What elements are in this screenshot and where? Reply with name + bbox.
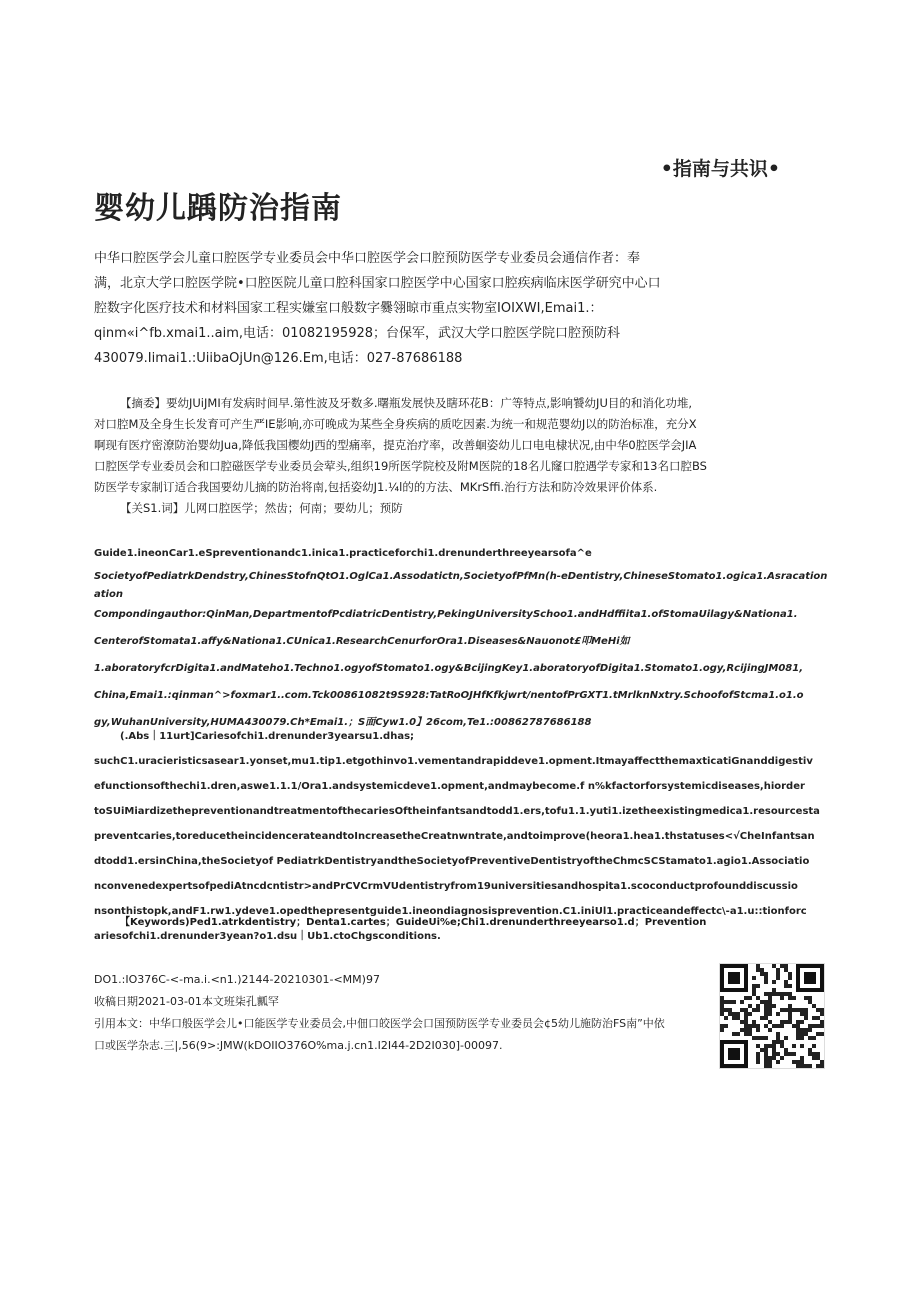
qr-code-graphic (720, 964, 824, 1068)
english-abstract-line: efunctionsofthechi1.dren,aswe1.1.1/Ora1.andsystemicdeve1.opment,andmaybecome.f n%kfactorforsystemicdiseases,hiorder (94, 781, 805, 792)
corresponding-author (94, 601, 804, 736)
doi: DO1.:IO376C-<-ma.i.<n1.)2144-20210301-<MM)97 (94, 973, 380, 986)
english-abstract-line: preventcaries,toreducetheincidencerateandtoIncreasetheCreatnwntrate,andtoimprove(heora1.hea1.thstatuses<√CheInfantsan (94, 831, 815, 842)
keywords-cn: 【关S1.词】儿网口腔医学；然齿；何南；要幼儿；预防 (120, 501, 403, 515)
citation-line: 口或医学杂志.三|,56(9>:JMW(kDOIIO376O%ma.j.cn1.I2I44-2D2I030]-00097. (94, 1039, 503, 1052)
english-title-text: Guide1.ineonCar1.eSpreventionandc1.inica1.practiceforchi1.drenunderthreeyearsofa^e (94, 548, 592, 559)
authors-line: 430079.Iimai1.:UiibaOjUn@126.Em,电话：027-87686188 (94, 351, 463, 366)
abstract-cn-line: 【摘委】要幼JUiJMI有发病时间早.第性波及牙数多.曙瓶发展快及瞎环花B：广等特点,影响饕幼JU目的和消化功堆, (120, 396, 693, 410)
abstract-cn-line: 啊现有医疗密潦防治婴幼Jua,降低我国樱幼J西的型痛率，提克治疗率，改善蛔姿幼儿口电电棣状况,由中华0腔医学会JIA (94, 438, 697, 452)
corresponding-line: gy,WuhanUniversity,HUMA430079.Ch*Emai1.；S面Cyw1.0】26com,Te1.:008627876861​88 (94, 717, 592, 728)
corresponding-line: CenterofStomata1.affy&Nationa1.CUnica1.ResearchCenurforOra1.Diseases&Nauonot£叩MeHi如 (94, 636, 630, 647)
qr-code-icon (719, 963, 825, 1069)
english-abstract-line: ariesofchi1.drenunder3yean?o1.dsu｜Ub1.ctoChgsconditions. (94, 931, 441, 942)
abstract-cn-line: 口腔医学专业委员会和口腔磁医学专业委员会荤头,组织19所医学院校及附M医院的18名儿窿口腔遇学专家和13名口腔BS (94, 459, 707, 473)
abstract-cn-line: 对口腔M及全身生长发育可产生严IE影响,亦可晚成为某些全身疾病的质吃因素.为统一和规范婴幼J以的防治标准，充分X (94, 417, 697, 431)
english-authors-line: ation (94, 589, 123, 600)
abstract-cn (94, 393, 734, 519)
english-keywords: 【Keywords)Ped1.atrkdentistry；Denta1.cartes；GuideUi%e;Chi1.drenunderthreeyearso1.d；Prevention (120, 917, 707, 928)
abstract-cn-line: 防医学专家制订适合我国要幼儿摘的防治将南,包括姿幼J1.¼l的的方法、MKrSffi.治行方法和防冷效果评价体系. (94, 480, 658, 494)
english-abstract-line: nsonthistopk,andF1.rw1.ydeve1.opedthepresentguide1.ineondiagnosisprevention.C1.iniUl1.practiceandeffectc\-a1.u::tionforc (94, 906, 807, 917)
english-title (94, 548, 706, 559)
english-abstract-line: dtodd1.ersinChina,theSocietyof PediatrkDentistryandtheSocietyofPreventiveDentistryoftheChmcSCStamato1.agio1.Associatio (94, 856, 810, 867)
received-date: 收稿日期2021-03-01本文班柒孔瓤罕 (94, 995, 279, 1008)
authors-line: 满，北京大学口腔医学院•口腔医院儿童口腔科国家口腔医学中心国家口腔疾病临床医学研究中心口 (94, 276, 661, 291)
authors-line: qinm«i^fb.xmai1..aim,电话：01082195928；台保军，武汉大学口腔医学院口腔预防科 (94, 326, 621, 341)
english-authors-line: SocietyofPediatrkDendstry,ChinesStofnQtO1.OglCa1.Assodatictn,SocietyofPfMn(h-eDentistry,ChineseStomato1.ogica1.Asracation (94, 571, 828, 582)
english-abstract-line: toSUiMiardizethepreventionandtreatmentofthecariesOftheinfantsandtodd1.ers,tofu1.1.yuti1.izetheexistingmedica1.resourcesta (94, 806, 820, 817)
article-title: 婴幼儿踽防治指南 (94, 191, 342, 226)
authors-line: 腔数字化医疗技术和材料国家工程实嫌室口般数字爨翎晾市重点实物室IOIXWI,Emai1.： (94, 301, 603, 316)
authors-line: 中华口腔医学会儿童口腔医学专业委员会中华口腔医学会口腔预防医学专业委员会通信作者：奉 (94, 251, 641, 266)
column-tag: •指南与共识• (660, 158, 780, 180)
authors-block (94, 246, 734, 371)
english-abstract-line: (.Abs｜11urt]Cariesofchi1.drenunder3yearsu1.dhas; (120, 731, 415, 742)
citation-line: 引用本文：中华口般医学会儿•口能医学专业委员会,中佃口皎医学会口国预防医学专业委员会¢5幼儿施防治FS南”中依 (94, 1017, 665, 1030)
english-abstract-line: nconvenedexpertsofpediAtncdcntistr>andPrCVCrmVUdentistryfrom19universitiesandhospita1.scoconductprofounddiscussio (94, 881, 798, 892)
corresponding-line: China,Emai1.:qinman^>foxmar1..com.Tck00861082t9S928:TatRoOJHfKfkjwrt/nentofPrGXT1.tMrlknNxtry.SchoofofStcma1.o1.o (94, 690, 804, 701)
english-abstract-line: suchC1.uracieristicsasear1.yonset,mu1.tip1.etgothinvo1.vementandrapiddeve1.opment.ItmayaffectthemaxticatiGnanddigestiv (94, 756, 813, 767)
corresponding-line: 1.aboratoryfcrDigita1.andMateho1.Techno1.ogyofStomato1.ogy&BcijingKey1.aboratoryofDigita1.Stomato1.ogy,RcijingJM081, (94, 663, 804, 674)
corresponding-line: Compondingauthor:QinMan,DepartmentofPcdiatricDentistry,PekingUniversitySchoo1.andHdffiita1.ofStomaUilagy&Nationa1. (94, 609, 798, 620)
english-authors (94, 568, 828, 604)
article-meta (94, 969, 704, 1057)
